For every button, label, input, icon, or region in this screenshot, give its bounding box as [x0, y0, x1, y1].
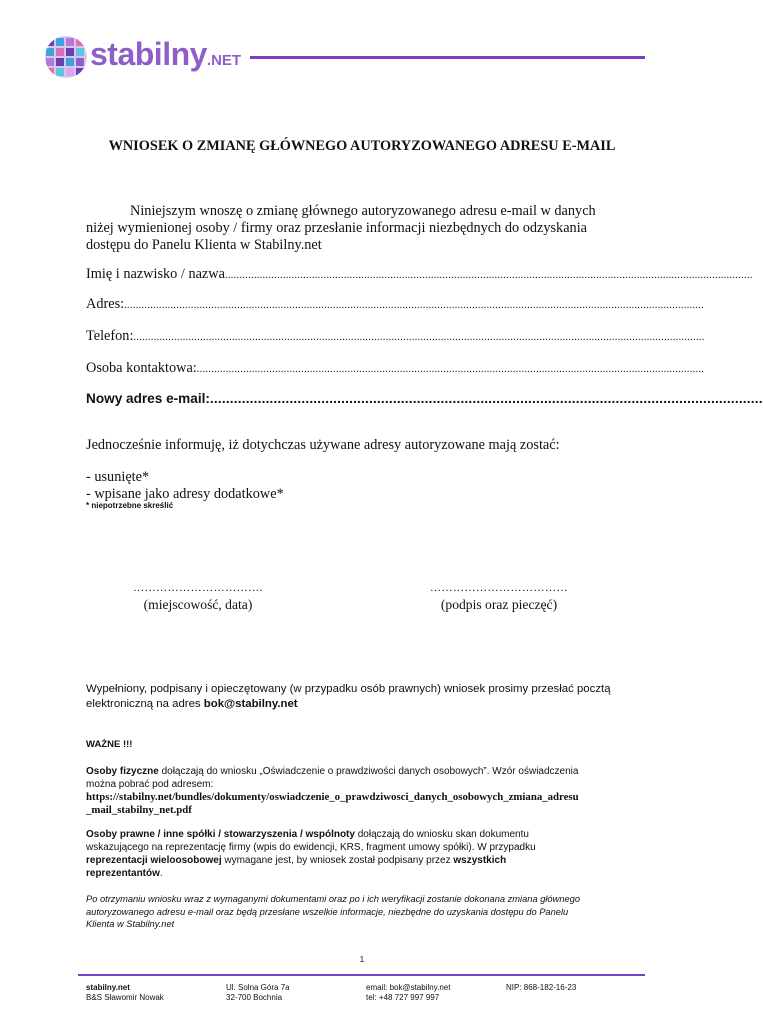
name-label: Imię i nazwisko / nazwa	[86, 266, 225, 282]
natural-persons-bold: Osoby fizyczne	[86, 766, 159, 777]
option-remove[interactable]: - usunięte*	[86, 469, 150, 485]
statement-url-line-2: _mail_stabilny_net.pdf	[86, 804, 192, 816]
legal-persons-multi-text: wymagane jest, by wniosek został podpisany przez	[221, 855, 454, 866]
logo-text	[90, 36, 241, 73]
new-email-dots: ...........................................................................................................................................	[209, 391, 763, 406]
footer-phone: tel: +48 727 997 997	[366, 993, 440, 1002]
globe-icon	[44, 30, 92, 82]
legal-persons-multi-bold: reprezentacji wieloosobowej	[86, 855, 222, 866]
footer-nip	[506, 983, 576, 993]
final-note-line-1: Po otrzymaniu wniosku wraz z wymaganymi dokumentami oraz po i ich weryfikacji zostanie dokonana zmiana głównego	[86, 894, 580, 904]
intro-line-2: niżej wymienionej osoby / firmy oraz przesłanie informacji niezbędnych do odzyskania	[86, 220, 588, 236]
natural-persons-line-2: można pobrać pod adresem:	[86, 779, 214, 790]
important-heading: WAŻNE !!!	[86, 739, 133, 750]
footer-divider	[78, 974, 645, 976]
contact-field[interactable]	[86, 360, 705, 377]
signature-dots: ………………………………	[430, 582, 568, 594]
legal-persons-bold: Osoby prawne / inne spółki / stowarzyszenia / wspólnoty	[86, 829, 355, 840]
new-email-label: Nowy adres e-mail:	[86, 391, 210, 406]
phone-dots: .....................................................................................................................................................................................................	[133, 332, 705, 343]
send-instructions	[86, 682, 638, 712]
legal-persons-representatives: reprezentantów	[86, 868, 160, 879]
legal-persons-all-bold: wszystkich	[453, 855, 507, 866]
footer-contact	[366, 983, 450, 1003]
place-date-signature	[128, 582, 268, 613]
footer-company-name: stabilny.net	[86, 983, 130, 992]
footer-company	[86, 983, 164, 1003]
statement-url[interactable]	[86, 791, 638, 817]
logo-suffix: .NET	[206, 52, 242, 69]
signature-stamp	[425, 582, 573, 613]
final-note-line-3: Klienta w Stabilny.net	[86, 919, 175, 929]
intro-line-3: dostępu do Panelu Klienta w Stabilny.net	[86, 237, 322, 253]
important-natural-persons	[86, 765, 638, 817]
address-label: Adres:	[86, 296, 125, 312]
footer-city: 32-700 Bochnia	[226, 993, 283, 1002]
name-dots: ......................................................................................................................................................................................	[224, 270, 753, 281]
phone-field[interactable]	[86, 328, 705, 345]
place-date-label: (miejscowość, data)	[143, 597, 253, 612]
footer-address	[226, 983, 290, 1003]
option-additional[interactable]: - wpisane jako adresy dodatkowe*	[86, 486, 284, 502]
place-date-dots: …………………………….	[133, 582, 263, 594]
send-line-2: elektroniczną na adres	[86, 698, 204, 710]
natural-persons-text: dołączają do wniosku „Oświadczenie o prawdziwości danych osobowych”. Wzór oświadczenia	[158, 766, 579, 777]
header-divider	[250, 56, 645, 59]
phone-label: Telefon:	[86, 328, 134, 344]
send-email[interactable]: bok@stabilny.net	[203, 698, 298, 710]
intro-paragraph	[86, 203, 638, 254]
final-note-line-2: autoryzowanego adresu e-mail oraz będą przesłane wszelkie informacje, niezbędne do uzyskania dostępu do Panelu	[86, 906, 569, 917]
page-number: 1	[359, 955, 365, 964]
logo-main: stabilny	[90, 36, 207, 72]
existing-addresses-intro: Jednocześnie informuję, iż dotychczas używane adresy autoryzowane mają zostać:	[86, 437, 560, 453]
address-field[interactable]	[86, 296, 705, 313]
important-legal-persons	[86, 828, 638, 880]
signature-label: (podpis oraz pieczęć)	[440, 597, 558, 612]
name-field[interactable]	[86, 266, 753, 283]
intro-line-1: Niniejszym wnoszę o zmianę głównego autoryzowanego adresu e-mail w danych	[130, 203, 596, 219]
logo	[44, 28, 244, 86]
document-title: WNIOSEK O ZMIANĘ GŁÓWNEGO AUTORYZOWANEGO ADRESU E-MAIL	[108, 138, 616, 154]
contact-dots: ...............................................................................................................................................................................	[196, 364, 705, 375]
footer-email[interactable]: email: bok@stabilny.net	[366, 983, 451, 992]
footer-nip-value: NIP: 868-182-16-23	[506, 983, 577, 992]
legal-persons-line-2: wskazującego na reprezentację firmy (wpis do ewidencji, KRS, fragment umowy spółki). W przypadku	[86, 842, 536, 853]
send-line-1: Wypełniony, podpisany i opieczętowany (w przypadku osób prawnych) wniosek prosimy przesłać pocztą	[86, 683, 611, 695]
statement-url-line-1: https://stabilny.net/bundles/dokumenty/oswiadczenie_o_prawdziwosci_danych_osobowych_zmiana_adresu	[86, 791, 579, 803]
new-email-field[interactable]	[86, 391, 763, 406]
legal-persons-period: .	[159, 868, 163, 879]
contact-label: Osoba kontaktowa:	[86, 360, 197, 376]
footer-owner: B&S Sławomir Nowak	[86, 993, 164, 1002]
legal-persons-text: dołączają do wniosku skan dokumentu	[354, 829, 529, 840]
strike-note: * niepotrzebne skreślić	[86, 501, 174, 510]
address-dots: ........................................................................................................................................................................................................	[124, 300, 705, 311]
footer-street: Ul. Solna Góra 7a	[226, 983, 290, 992]
final-note	[86, 893, 606, 931]
